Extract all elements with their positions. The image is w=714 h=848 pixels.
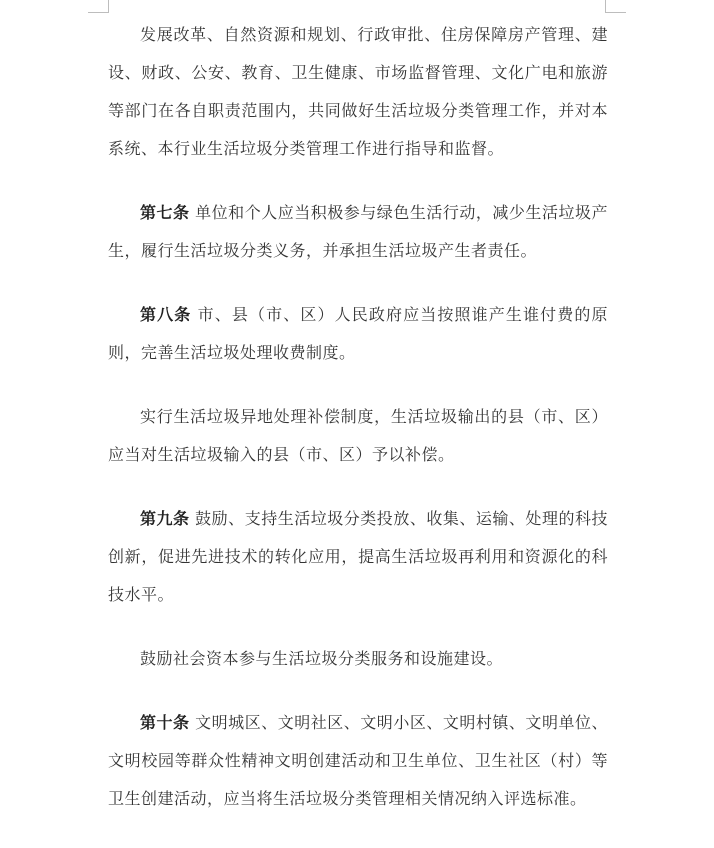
paragraph-social-capital: [108, 640, 608, 678]
paragraph-compensation: [108, 398, 608, 474]
article-heading: 第九条: [140, 509, 190, 528]
paragraph-article-9: [108, 500, 608, 614]
paragraph-text: 市、县（市、区）人民政府应当按照谁产生谁付费的原则，完善生活垃圾处理收费制度。: [108, 305, 608, 362]
paragraph-article-7: [108, 194, 608, 270]
paragraph-text: 实行生活垃圾异地处理补偿制度，生活垃圾输出的县（市、区）应当对生活垃圾输入的县（市、区）予以补偿。: [108, 407, 608, 464]
paragraph-text: 鼓励社会资本参与生活垃圾分类服务和设施建设。: [140, 649, 504, 668]
paragraph-text: 文明城区、文明社区、文明小区、文明村镇、文明单位、文明校园等群众性精神文明创建活动和卫生单位、卫生社区（村）等卫生创建活动，应当将生活垃圾分类管理相关情况纳入评选标准。: [108, 713, 608, 808]
paragraph-article-10: [108, 704, 608, 818]
article-heading: 第七条: [140, 203, 190, 222]
paragraph-text: 发展改革、自然资源和规划、行政审批、住房保障房产管理、建设、财政、公安、教育、卫生健康、市场监督管理、文化广电和旅游等部门在各自职责范围内，共同做好生活垃圾分类管理工作，并对本系统、本行业生活垃圾分类管理工作进行指导和监督。: [108, 25, 608, 158]
paragraph-article-8: [108, 296, 608, 372]
paragraph-text: 鼓励、支持生活垃圾分类投放、收集、运输、处理的科技创新，促进先进技术的转化应用，提高生活垃圾再利用和资源化的科技水平。: [108, 509, 608, 604]
page-corner-mark-right: [605, 0, 626, 13]
paragraph-departments-duties: [108, 16, 608, 168]
page-corner-mark-left: [88, 0, 109, 13]
paragraph-text: 单位和个人应当积极参与绿色生活行动，减少生活垃圾产生，履行生活垃圾分类义务，并承担生活垃圾产生者责任。: [108, 203, 608, 260]
document-body: [108, 16, 608, 818]
article-heading: 第八条: [140, 305, 192, 324]
article-heading: 第十条: [140, 713, 190, 732]
